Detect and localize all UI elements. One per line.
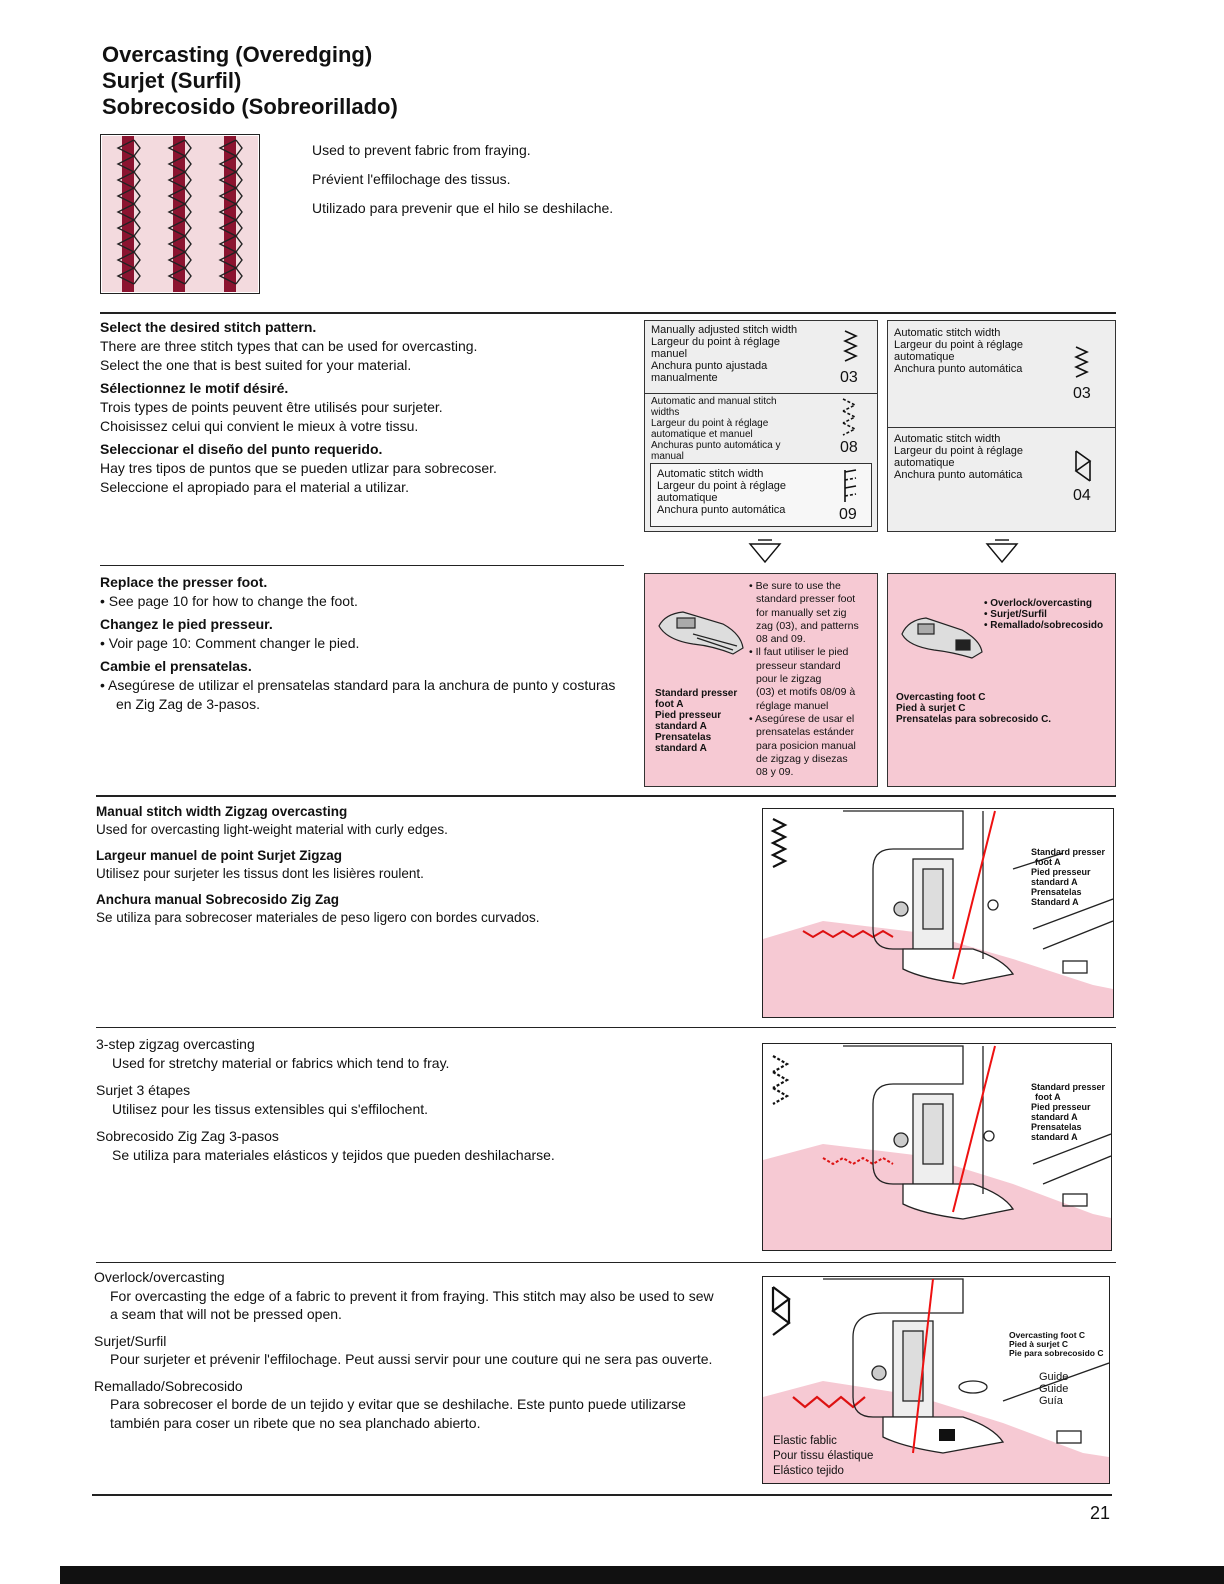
note-line: 08 y 09.: [756, 766, 794, 779]
threestep-text-fr: Utilisez pour les tissus extensibles qui s'effilochent.: [112, 1101, 429, 1117]
divider: [645, 393, 877, 394]
label-line: manuel: [651, 348, 688, 360]
threestep-heading-fr: Surjet 3 étapes: [96, 1082, 191, 1098]
three-step-zigzag-icon: [841, 397, 859, 437]
note-line: • Asegúrese de usar el: [749, 712, 855, 725]
overlock-stitch-icon: [773, 1287, 789, 1335]
foot-a-panel: [644, 573, 878, 787]
down-arrow-icon: [985, 538, 1019, 564]
stitch-number-03: 03: [840, 369, 858, 386]
threestep-text-es: Se utiliza para materiales elásticos y tejidos que pueden deshilacharse.: [112, 1147, 555, 1163]
overlock-text-en: For overcasting the edge of a fabric to prevent it from fraying. This stitch may also be used to sew a seam that will not be pressed open.: [110, 1287, 714, 1322]
label-line: Automatic stitch width: [894, 433, 1001, 445]
three-step-section: [96, 1035, 716, 1165]
stitch-08-label: [651, 396, 831, 462]
overlock-heading-en: Overlock/overcasting: [94, 1269, 225, 1285]
callout-line: Guide: [1039, 1371, 1069, 1383]
stitch-03-manual-label: [651, 324, 831, 384]
callout-line: Guía: [1039, 1395, 1063, 1407]
foot-c-notes: [984, 598, 1114, 631]
presser-foot-a-icon: [653, 604, 749, 664]
replace-heading-en: Replace the presser foot.: [100, 574, 268, 590]
callout-line: Guide: [1039, 1383, 1069, 1395]
label-line: Anchura punto automática: [894, 363, 1023, 375]
note-line: • Il faut utiliser le pied: [749, 646, 849, 659]
replace-text-fr: • Voir page 10: Comment changer le pied.: [100, 635, 360, 651]
manual-heading-en: Manual stitch width Zigzag overcasting: [96, 804, 348, 819]
foot-c-panel: [887, 573, 1116, 787]
label-line: automatique: [894, 351, 955, 363]
callout-line: standard A: [1031, 1112, 1078, 1122]
illustration-3-callout-foot: [1009, 1331, 1103, 1358]
note-line: • Remallado/sobrecosido: [984, 620, 1104, 631]
select-text-en1: There are three stitch types that can be used for overcasting.: [100, 338, 478, 354]
note-line: para posicion manual: [756, 739, 856, 752]
label-line: Automatic stitch width: [894, 327, 1001, 339]
threestep-text-en: Used for stretchy material or fabrics which tend to fray.: [112, 1055, 450, 1071]
note-line: 08 and 09.: [756, 633, 806, 646]
callout-line: Elastic fablic: [773, 1435, 837, 1447]
note-line: • Surjet/Surfil: [984, 609, 1047, 620]
label-line: foot A: [655, 699, 684, 710]
manual-text-fr: Utilisez pour surjeter les tissus dont les lisières roulent.: [96, 866, 424, 881]
callout-line: Elástico tejido: [773, 1465, 844, 1477]
overlock-text-es: Para sobrecoser el borde de un tejido y evitar que se deshilache. Este punto puede utilizarse también para coser un ribete que no sea planchado abierto.: [110, 1396, 686, 1431]
stitch-number-04: 04: [1073, 487, 1091, 504]
callout-line: Pied presseur: [1031, 1102, 1091, 1112]
three-step-sewing-illustration: [762, 1043, 1112, 1251]
callout-line: Standard presser: [1031, 1082, 1106, 1092]
title-es: Sobrecosido (Sobreorillado): [102, 94, 398, 119]
select-text-es2: Seleccione el apropiado para el material a utilizar.: [100, 479, 409, 495]
stitch-panel-manual: [644, 320, 878, 532]
stitch-panel-automatic: [887, 320, 1116, 532]
label-line: Largeur du point à réglage: [651, 418, 769, 429]
replace-heading-es: Cambie el prensatelas.: [100, 658, 252, 674]
select-text-fr2: Choisissez celui qui convient le mieux à votre tissu.: [100, 418, 419, 434]
overlock-section: [94, 1268, 718, 1432]
label-line: Largeur du point à réglage: [657, 480, 787, 492]
note-line: pour le zigzag: [756, 673, 822, 686]
note-line: • Be sure to use the: [749, 580, 841, 592]
divider: [96, 795, 1116, 797]
zigzag-stitch-icon: [843, 329, 859, 365]
note-line: de zigzag y disezas: [756, 752, 848, 765]
label-line: Prensatelas: [655, 732, 712, 743]
sewing-machine-illustration: [763, 809, 1113, 1017]
divider: [96, 1027, 1116, 1028]
replace-text-en: • See page 10 for how to change the foot.: [100, 593, 358, 609]
title-fr: Surjet (Surfil): [102, 68, 242, 93]
label-line: widths: [651, 407, 680, 418]
divider: [100, 565, 624, 566]
callout-line: Pie para sobrecosido C: [1009, 1348, 1104, 1358]
label-line: manual: [651, 451, 684, 462]
select-text-en2: Select the one that is best suited for your material.: [100, 357, 412, 373]
divider: [888, 427, 1115, 428]
label-line: Anchura punto automática: [657, 504, 786, 516]
note-line: réglage manuel: [756, 699, 829, 712]
note-line: prensatelas estánder: [756, 726, 855, 739]
scan-edge: [60, 1566, 1224, 1584]
divider: [96, 1262, 1116, 1263]
callout-line: foot A: [1035, 857, 1061, 867]
label-line: Anchura punto ajustada: [651, 360, 768, 372]
manual-heading-es: Anchura manual Sobrecosido Zig Zag: [96, 892, 340, 907]
note-line: (03) et motifs 08/09 à: [756, 686, 856, 699]
threestep-heading-es: Sobrecosido Zig Zag 3-pasos: [96, 1128, 279, 1144]
threestep-heading-en: 3-step zigzag overcasting: [96, 1036, 255, 1052]
callout-line: Pied presseur: [1031, 867, 1091, 877]
label-line: Pied presseur: [655, 710, 722, 721]
intro-en: Used to prevent fabric from fraying.: [312, 142, 531, 158]
callout-line: Pour tissu élastique: [773, 1450, 874, 1462]
callout-line: Pied à surjet C: [1009, 1339, 1069, 1349]
manual-zigzag-section: [96, 803, 696, 927]
label-line: Largeur du point à réglage: [894, 445, 1024, 457]
label-line: standard A: [655, 743, 707, 754]
label-line: automatique et manuel: [651, 429, 753, 440]
stitch-04-label: [894, 433, 1064, 481]
label-line: Manually adjusted stitch width: [651, 324, 798, 336]
overcast-stitch-icon: [841, 468, 861, 504]
stitch-number-03: 03: [1073, 385, 1091, 402]
select-text-es1: Hay tres tipos de puntos que se pueden utlizar para sobrecoser.: [100, 460, 497, 476]
label-line: Anchura punto automática: [894, 469, 1023, 481]
note-line: standard presser foot: [756, 593, 856, 606]
page-title: [102, 42, 398, 120]
callout-line: Prensatelas: [1031, 1122, 1082, 1132]
label-line: Automatic and manual stitch: [651, 396, 777, 407]
callout-line: standard A: [1031, 1132, 1078, 1142]
replace-heading-fr: Changez le pied presseur.: [100, 616, 273, 632]
overlock-sewing-illustration: [762, 1276, 1110, 1484]
label-line: Largeur du point à réglage: [651, 336, 781, 348]
illustration-3-callout-guide: [1039, 1371, 1068, 1407]
stitch-number-08: 08: [840, 439, 858, 456]
callout-line: Standard A: [1031, 897, 1079, 907]
stitch-09-label: [657, 468, 837, 516]
callout-line: Standard presser: [1031, 847, 1106, 857]
stitch-03-auto-label: [894, 327, 1064, 375]
select-heading-en: Select the desired stitch pattern.: [100, 319, 317, 335]
label-line: Largeur du point à réglage: [894, 339, 1024, 351]
select-text-fr1: Trois types de points peuvent être utilisés pour surjeter.: [100, 399, 443, 415]
illustration-2-callout: [1031, 1082, 1105, 1142]
illustration-1-callout: [1031, 847, 1105, 907]
label-line: Overcasting foot C: [896, 692, 986, 703]
select-heading-fr: Sélectionnez le motif désiré.: [100, 380, 289, 396]
overlock-stitch-icon: [1072, 449, 1094, 485]
note-line: • Overlock/overcasting: [984, 598, 1092, 609]
callout-line: Prensatelas: [1031, 887, 1082, 897]
illustration-3-callout-fabric: [773, 1434, 873, 1479]
zigzag-stitch-icon: [1074, 345, 1090, 381]
note-line: for manually set zig: [756, 606, 847, 619]
intro-es: Utilizado para prevenir que el hilo se deshilache.: [312, 200, 614, 216]
replace-text-es: • Asegúrese de utilizar el prensatelas standard para la anchura de punto y costuras en Zig Zag de 3-pasos.: [100, 677, 616, 712]
sewing-machine-illustration: [763, 1044, 1111, 1250]
presser-foot-c-icon: [896, 610, 986, 670]
overlock-heading-es: Remallado/Sobrecosido: [94, 1377, 243, 1394]
intro-fr: Prévient l'effilochage des tissus.: [312, 171, 511, 187]
zigzag-sewing-illustration: [762, 808, 1114, 1018]
page-number: 21: [1090, 1503, 1111, 1523]
note-line: zag (03), and patterns: [756, 619, 859, 632]
title-en: Overcasting (Overedging): [102, 42, 373, 67]
manual-heading-fr: Largeur manuel de point Surjet Zigzag: [96, 848, 343, 863]
overcast-fabric-illustration: [100, 134, 260, 294]
three-step-zigzag-icon: [773, 1056, 787, 1104]
replace-section: [100, 573, 630, 714]
label-line: Automatic stitch width: [657, 468, 764, 480]
divider: [92, 1494, 1112, 1496]
label-line: automatique: [894, 457, 955, 469]
stitch-09-box: [650, 463, 872, 527]
label-line: manualmente: [651, 372, 718, 384]
callout-line: Overcasting foot C: [1009, 1330, 1086, 1340]
label-line: standard A: [655, 721, 707, 732]
manual-text-en: Used for overcasting light-weight material with curly edges.: [96, 822, 448, 837]
manual-text-es: Se utiliza para sobrecoser materiales de peso ligero con bordes curvados.: [96, 910, 540, 925]
label-line: automatique: [657, 492, 718, 504]
stitch-number-09: 09: [839, 506, 857, 523]
divider: [100, 312, 1116, 314]
callout-line: foot A: [1035, 1092, 1061, 1102]
overlock-heading-fr: Surjet/Surfil: [94, 1332, 167, 1349]
select-heading-es: Seleccionar el diseño del punto requerido.: [100, 441, 383, 457]
label-line: Anchuras punto automática y: [651, 440, 781, 451]
label-line: Standard presser: [655, 688, 738, 699]
zigzag-stitch-icon: [773, 819, 785, 867]
foot-a-label: [655, 688, 755, 754]
down-arrow-icon: [748, 538, 782, 564]
note-line: presseur standard: [756, 659, 841, 672]
foot-a-notes: [749, 580, 877, 779]
overlock-text-fr: Pour surjeter et prévenir l'effilochage. Peut aussi servir pour une couture qui ne sera pas ouverte.: [110, 1351, 713, 1367]
label-line: Prensatelas para sobrecosido C.: [896, 714, 1052, 725]
intro-text: [312, 141, 613, 218]
label-line: Pied à surjet C: [896, 703, 966, 714]
select-section: [100, 318, 630, 497]
foot-c-label: [896, 692, 1111, 725]
callout-line: standard A: [1031, 877, 1078, 887]
